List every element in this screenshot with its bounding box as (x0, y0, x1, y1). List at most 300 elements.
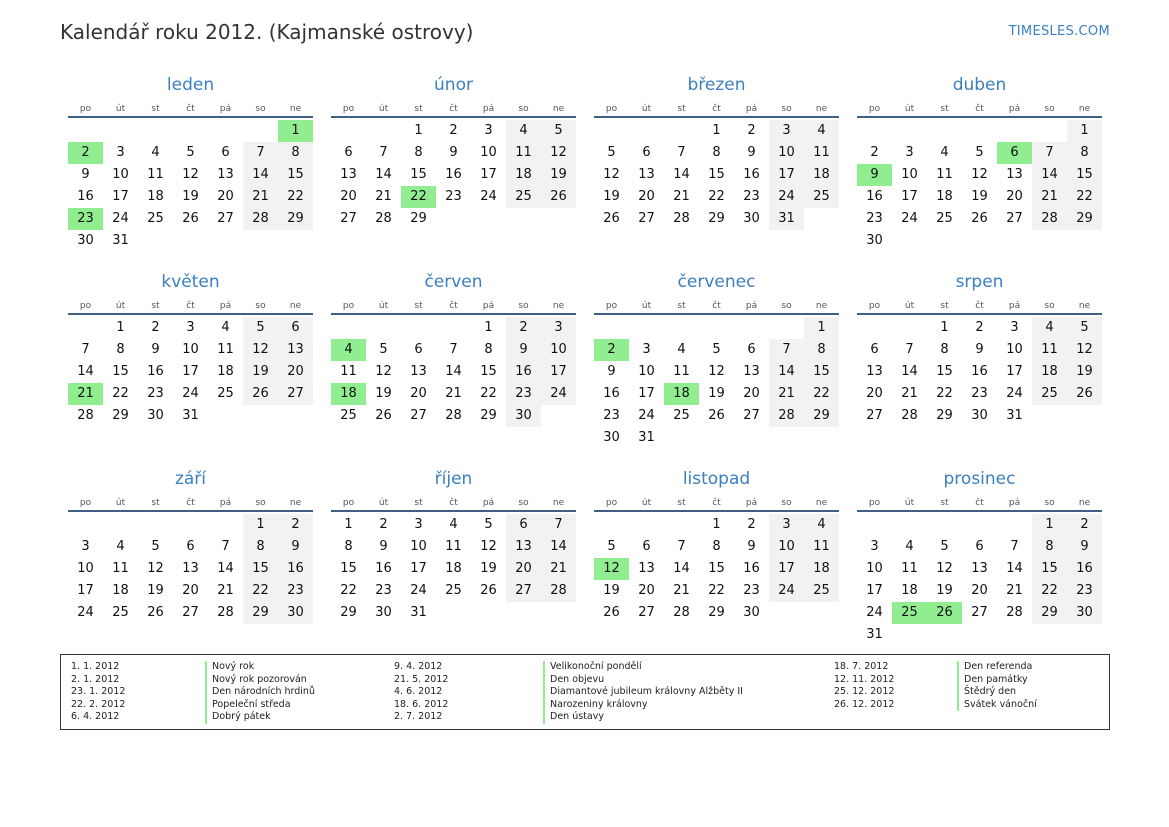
day-cell: 9 (607, 364, 616, 379)
day-cell: 23 (506, 383, 541, 405)
day-cell: 9 (151, 342, 160, 357)
legend-dates (834, 661, 894, 711)
weekday-label: čt (449, 104, 458, 114)
weekday-label: pá (482, 301, 495, 311)
day-cell: 31 (112, 233, 129, 248)
day-cell: 24 (1006, 386, 1023, 401)
legend-holiday-name: Den objevu (543, 674, 743, 687)
legend-holiday-name: Popeleční středa (205, 699, 315, 712)
day-cell: 19 (603, 189, 620, 204)
weekday-label: so (518, 301, 529, 311)
weekday-label: so (1044, 104, 1055, 114)
day-cell: 13 (866, 364, 883, 379)
weekday-label: ne (552, 301, 565, 311)
day-cell: 2 (151, 320, 160, 335)
empty-cell (664, 514, 699, 536)
empty-cell (997, 120, 1032, 142)
site-link[interactable]: TIMESLES.COM (1008, 24, 1110, 39)
day-cell: 10 (182, 342, 199, 357)
holiday-day-cell: 21 (68, 383, 103, 405)
holiday-day-cell: 23 (68, 208, 103, 230)
day-cell: 12 (147, 561, 164, 576)
month-calendar (331, 468, 576, 665)
day-cell: 3 (642, 342, 651, 357)
weekday-label: čt (975, 104, 984, 114)
weekday-label: st (677, 498, 686, 508)
day-cell: 25 (1032, 383, 1067, 405)
weekday-label: st (940, 498, 949, 508)
day-cell: 24 (866, 605, 883, 620)
legend-date: 12. 11. 2012 (834, 673, 895, 685)
day-cell: 25 (506, 186, 541, 208)
day-cell: 11 (147, 167, 164, 182)
day-cell: 9 (747, 145, 756, 160)
weekday-label: čt (186, 104, 195, 114)
weekday-label: čt (712, 498, 721, 508)
day-cell: 29 (112, 408, 129, 423)
day-cell: 15 (340, 561, 357, 576)
empty-cell (366, 317, 401, 339)
day-cell: 16 (603, 386, 620, 401)
weekday-label: po (605, 498, 618, 508)
month-name: prosinec (943, 469, 1016, 489)
empty-cell (103, 120, 138, 142)
empty-cell (629, 317, 664, 339)
day-cell: 15 (243, 558, 278, 580)
day-cell: 4 (677, 342, 686, 357)
day-cell: 7 (449, 342, 458, 357)
day-cell: 4 (449, 517, 458, 532)
day-cell: 10 (866, 561, 883, 576)
day-cell: 27 (278, 383, 313, 405)
day-cell: 24 (480, 189, 497, 204)
day-cell: 27 (971, 605, 988, 620)
page-title: Kalendář roku 2012. (Kajmanské ostrovy) (60, 20, 474, 44)
day-cell: 18 (804, 558, 839, 580)
legend-holiday-name: Nový rok (205, 661, 315, 674)
day-cell: 27 (638, 605, 655, 620)
day-cell: 20 (410, 386, 427, 401)
day-cell: 29 (1067, 208, 1102, 230)
weekday-header (68, 295, 313, 315)
day-cell: 21 (541, 558, 576, 580)
day-cell: 14 (1032, 164, 1067, 186)
day-cell: 4 (151, 145, 160, 160)
day-cell: 19 (480, 561, 497, 576)
day-cell: 12 (243, 339, 278, 361)
day-cell: 16 (866, 189, 883, 204)
day-cell: 20 (866, 386, 883, 401)
empty-cell (664, 317, 699, 339)
weekday-label: ne (289, 301, 302, 311)
day-cell: 15 (278, 164, 313, 186)
day-cell: 16 (278, 558, 313, 580)
day-cell: 4 (940, 145, 949, 160)
day-cell: 21 (1032, 186, 1067, 208)
day-cell: 19 (708, 386, 725, 401)
day-cell: 27 (638, 211, 655, 226)
day-cell: 19 (147, 583, 164, 598)
day-cell: 12 (971, 167, 988, 182)
month-calendar (594, 271, 839, 468)
day-cell: 25 (217, 386, 234, 401)
empty-cell (243, 120, 278, 142)
days-grid (331, 514, 576, 624)
day-cell: 4 (221, 320, 230, 335)
day-cell: 24 (901, 211, 918, 226)
days-grid (68, 120, 313, 252)
day-cell: 12 (708, 364, 725, 379)
day-cell: 14 (217, 561, 234, 576)
holiday-day-cell: 25 (892, 602, 927, 624)
days-grid (594, 317, 839, 449)
day-cell: 30 (603, 430, 620, 445)
day-cell: 24 (112, 211, 129, 226)
holiday-day-cell: 4 (331, 339, 366, 361)
day-cell: 29 (1032, 602, 1067, 624)
day-cell: 26 (603, 211, 620, 226)
day-cell: 16 (77, 189, 94, 204)
weekday-label: út (641, 498, 652, 508)
day-cell: 7 (677, 145, 686, 160)
day-cell: 13 (506, 536, 541, 558)
month-name: listopad (682, 469, 751, 489)
day-cell: 22 (1032, 580, 1067, 602)
day-cell: 17 (410, 561, 427, 576)
day-cell: 22 (112, 386, 129, 401)
day-cell: 1 (116, 320, 125, 335)
month-calendar (331, 74, 576, 271)
day-cell: 5 (940, 539, 949, 554)
day-cell: 7 (221, 539, 230, 554)
empty-cell (331, 120, 366, 142)
day-cell: 27 (1006, 211, 1023, 226)
weekday-label: st (151, 104, 160, 114)
day-cell: 30 (743, 605, 760, 620)
day-cell: 15 (936, 364, 953, 379)
empty-cell (892, 514, 927, 536)
day-cell: 21 (673, 583, 690, 598)
day-cell: 29 (480, 408, 497, 423)
day-cell: 7 (243, 142, 278, 164)
legend-names (205, 661, 315, 724)
day-cell: 18 (445, 561, 462, 576)
day-cell: 7 (1010, 539, 1019, 554)
day-cell: 5 (186, 145, 195, 160)
day-cell: 17 (769, 558, 804, 580)
weekday-label: po (342, 104, 355, 114)
weekday-label: po (605, 104, 618, 114)
weekday-header (68, 98, 313, 118)
day-cell: 17 (866, 583, 883, 598)
day-cell: 30 (1067, 602, 1102, 624)
day-cell: 28 (769, 405, 804, 427)
weekday-header (857, 492, 1102, 512)
empty-cell (594, 317, 629, 339)
legend-date: 2. 7. 2012 (394, 711, 443, 722)
day-cell: 9 (747, 539, 756, 554)
day-cell: 11 (506, 142, 541, 164)
day-cell: 9 (975, 342, 984, 357)
month-calendar (857, 468, 1102, 665)
day-cell: 25 (445, 583, 462, 598)
day-cell: 17 (182, 364, 199, 379)
day-cell: 11 (217, 342, 234, 357)
day-cell: 25 (112, 605, 129, 620)
day-cell: 19 (182, 189, 199, 204)
day-cell: 9 (506, 339, 541, 361)
day-cell: 18 (147, 189, 164, 204)
day-cell: 23 (603, 408, 620, 423)
weekday-label: pá (482, 498, 495, 508)
day-cell: 2 (1067, 514, 1102, 536)
day-cell: 13 (638, 561, 655, 576)
day-cell: 24 (77, 605, 94, 620)
day-cell: 4 (1032, 317, 1067, 339)
day-cell: 8 (1067, 142, 1102, 164)
day-cell: 24 (769, 580, 804, 602)
day-cell: 25 (804, 186, 839, 208)
day-cell: 14 (541, 536, 576, 558)
legend-date: 9. 4. 2012 (394, 661, 443, 672)
day-cell: 10 (410, 539, 427, 554)
legend-dates (394, 661, 448, 724)
days-grid (594, 120, 839, 230)
day-cell: 25 (340, 408, 357, 423)
empty-cell (68, 120, 103, 142)
day-cell: 6 (642, 145, 651, 160)
months-grid (68, 74, 1102, 665)
weekday-label: so (781, 104, 792, 114)
weekday-label: po (79, 498, 92, 508)
day-cell: 15 (804, 361, 839, 383)
day-cell: 1 (712, 517, 721, 532)
day-cell: 10 (112, 167, 129, 182)
day-cell: 31 (1006, 408, 1023, 423)
legend-holiday-name: Den referenda (957, 661, 1037, 674)
weekday-label: po (342, 301, 355, 311)
day-cell: 23 (278, 580, 313, 602)
weekday-label: ne (552, 498, 565, 508)
day-cell: 3 (541, 317, 576, 339)
weekday-label: út (378, 104, 389, 114)
legend-holiday-name: Narozeniny královny (543, 699, 743, 712)
day-cell: 3 (81, 539, 90, 554)
day-cell: 13 (182, 561, 199, 576)
day-cell: 16 (743, 167, 760, 182)
day-cell: 24 (410, 583, 427, 598)
empty-cell (769, 317, 804, 339)
weekday-label: st (151, 301, 160, 311)
weekday-label: po (605, 301, 618, 311)
weekday-label: čt (449, 498, 458, 508)
weekday-label: st (151, 498, 160, 508)
day-cell: 1 (484, 320, 493, 335)
empty-cell (927, 120, 962, 142)
day-cell: 3 (905, 145, 914, 160)
day-cell: 3 (186, 320, 195, 335)
month-name: srpen (955, 272, 1004, 292)
day-cell: 17 (77, 583, 94, 598)
day-cell: 11 (112, 561, 129, 576)
weekday-label: st (414, 104, 423, 114)
day-cell: 8 (804, 339, 839, 361)
day-cell: 18 (901, 583, 918, 598)
month-calendar (331, 271, 576, 468)
day-cell: 2 (747, 123, 756, 138)
day-cell: 30 (971, 408, 988, 423)
legend-names (543, 661, 743, 724)
day-cell: 18 (804, 164, 839, 186)
day-cell: 21 (1006, 583, 1023, 598)
day-cell: 24 (182, 386, 199, 401)
day-cell: 25 (804, 580, 839, 602)
weekday-label: po (79, 104, 92, 114)
weekday-label: st (940, 104, 949, 114)
day-cell: 3 (414, 517, 423, 532)
empty-cell (699, 317, 734, 339)
day-cell: 11 (804, 142, 839, 164)
day-cell: 20 (971, 583, 988, 598)
day-cell: 18 (112, 583, 129, 598)
day-cell: 27 (217, 211, 234, 226)
day-cell: 28 (673, 211, 690, 226)
day-cell: 20 (638, 583, 655, 598)
day-cell: 20 (743, 386, 760, 401)
weekday-header (594, 98, 839, 118)
day-cell: 20 (182, 583, 199, 598)
day-cell: 7 (541, 514, 576, 536)
day-cell: 6 (186, 539, 195, 554)
legend-holiday-name: Den ústavy (543, 711, 743, 724)
legend-holiday-name: Den památky (957, 674, 1037, 687)
legend-names (957, 661, 1037, 711)
day-cell: 9 (449, 145, 458, 160)
day-cell: 5 (243, 317, 278, 339)
day-cell: 5 (607, 539, 616, 554)
day-cell: 26 (182, 211, 199, 226)
day-cell: 24 (769, 186, 804, 208)
day-cell: 29 (804, 405, 839, 427)
day-cell: 12 (541, 142, 576, 164)
day-cell: 5 (151, 539, 160, 554)
day-cell: 22 (340, 583, 357, 598)
day-cell: 27 (410, 408, 427, 423)
empty-cell (997, 514, 1032, 536)
legend-dates (71, 661, 125, 724)
day-cell: 25 (673, 408, 690, 423)
weekday-label: ne (289, 498, 302, 508)
day-cell: 19 (603, 583, 620, 598)
day-cell: 5 (607, 145, 616, 160)
holiday-day-cell: 6 (997, 142, 1032, 164)
day-cell: 3 (870, 539, 879, 554)
weekday-label: pá (745, 498, 758, 508)
holiday-day-cell: 18 (331, 383, 366, 405)
day-cell: 22 (708, 189, 725, 204)
empty-cell (629, 120, 664, 142)
day-cell: 1 (243, 514, 278, 536)
weekday-label: po (868, 498, 881, 508)
empty-cell (401, 317, 436, 339)
day-cell: 6 (747, 342, 756, 357)
empty-cell (962, 120, 997, 142)
month-name: říjen (434, 469, 473, 489)
day-cell: 16 (445, 167, 462, 182)
month-calendar (857, 74, 1102, 271)
day-cell: 6 (221, 145, 230, 160)
legend-date: 2. 1. 2012 (71, 673, 120, 685)
day-cell: 8 (712, 539, 721, 554)
weekday-label: út (115, 498, 126, 508)
day-cell: 20 (278, 361, 313, 383)
weekday-header (68, 492, 313, 512)
day-cell: 8 (278, 142, 313, 164)
holiday-day-cell: 18 (664, 383, 699, 405)
days-grid (594, 514, 839, 624)
weekday-label: so (1044, 301, 1055, 311)
day-cell: 22 (480, 386, 497, 401)
day-cell: 27 (340, 211, 357, 226)
day-cell: 5 (712, 342, 721, 357)
day-cell: 25 (147, 211, 164, 226)
empty-cell (962, 514, 997, 536)
day-cell: 14 (243, 164, 278, 186)
day-cell: 30 (506, 405, 541, 427)
day-cell: 28 (901, 408, 918, 423)
day-cell: 22 (1067, 186, 1102, 208)
weekday-label: ne (289, 104, 302, 114)
day-cell: 17 (769, 164, 804, 186)
day-cell: 15 (1032, 558, 1067, 580)
weekday-header (594, 492, 839, 512)
day-cell: 12 (603, 167, 620, 182)
empty-cell (927, 514, 962, 536)
weekday-label: pá (745, 104, 758, 114)
legend-date: 4. 6. 2012 (394, 686, 443, 697)
day-cell: 19 (1067, 361, 1102, 383)
weekday-label: po (868, 104, 881, 114)
legend-date: 21. 5. 2012 (394, 673, 449, 685)
days-grid (68, 317, 313, 427)
day-cell: 15 (708, 561, 725, 576)
day-cell: 23 (743, 189, 760, 204)
day-cell: 1 (940, 320, 949, 335)
day-cell: 26 (603, 605, 620, 620)
weekday-label: pá (745, 301, 758, 311)
legend-date: 6. 4. 2012 (71, 711, 120, 722)
day-cell: 29 (410, 211, 427, 226)
weekday-header (594, 295, 839, 315)
days-grid (331, 120, 576, 230)
day-cell: 6 (870, 342, 879, 357)
day-cell: 7 (905, 342, 914, 357)
empty-cell (594, 514, 629, 536)
day-cell: 21 (769, 383, 804, 405)
day-cell: 2 (449, 123, 458, 138)
month-name: duben (952, 75, 1007, 95)
day-cell: 31 (866, 627, 883, 642)
day-cell: 18 (506, 164, 541, 186)
day-cell: 2 (379, 517, 388, 532)
day-cell: 11 (804, 536, 839, 558)
days-grid (68, 514, 313, 624)
day-cell: 16 (971, 364, 988, 379)
day-cell: 4 (905, 539, 914, 554)
day-cell: 11 (1032, 339, 1067, 361)
legend-date: 1. 1. 2012 (71, 661, 120, 672)
day-cell: 8 (484, 342, 493, 357)
